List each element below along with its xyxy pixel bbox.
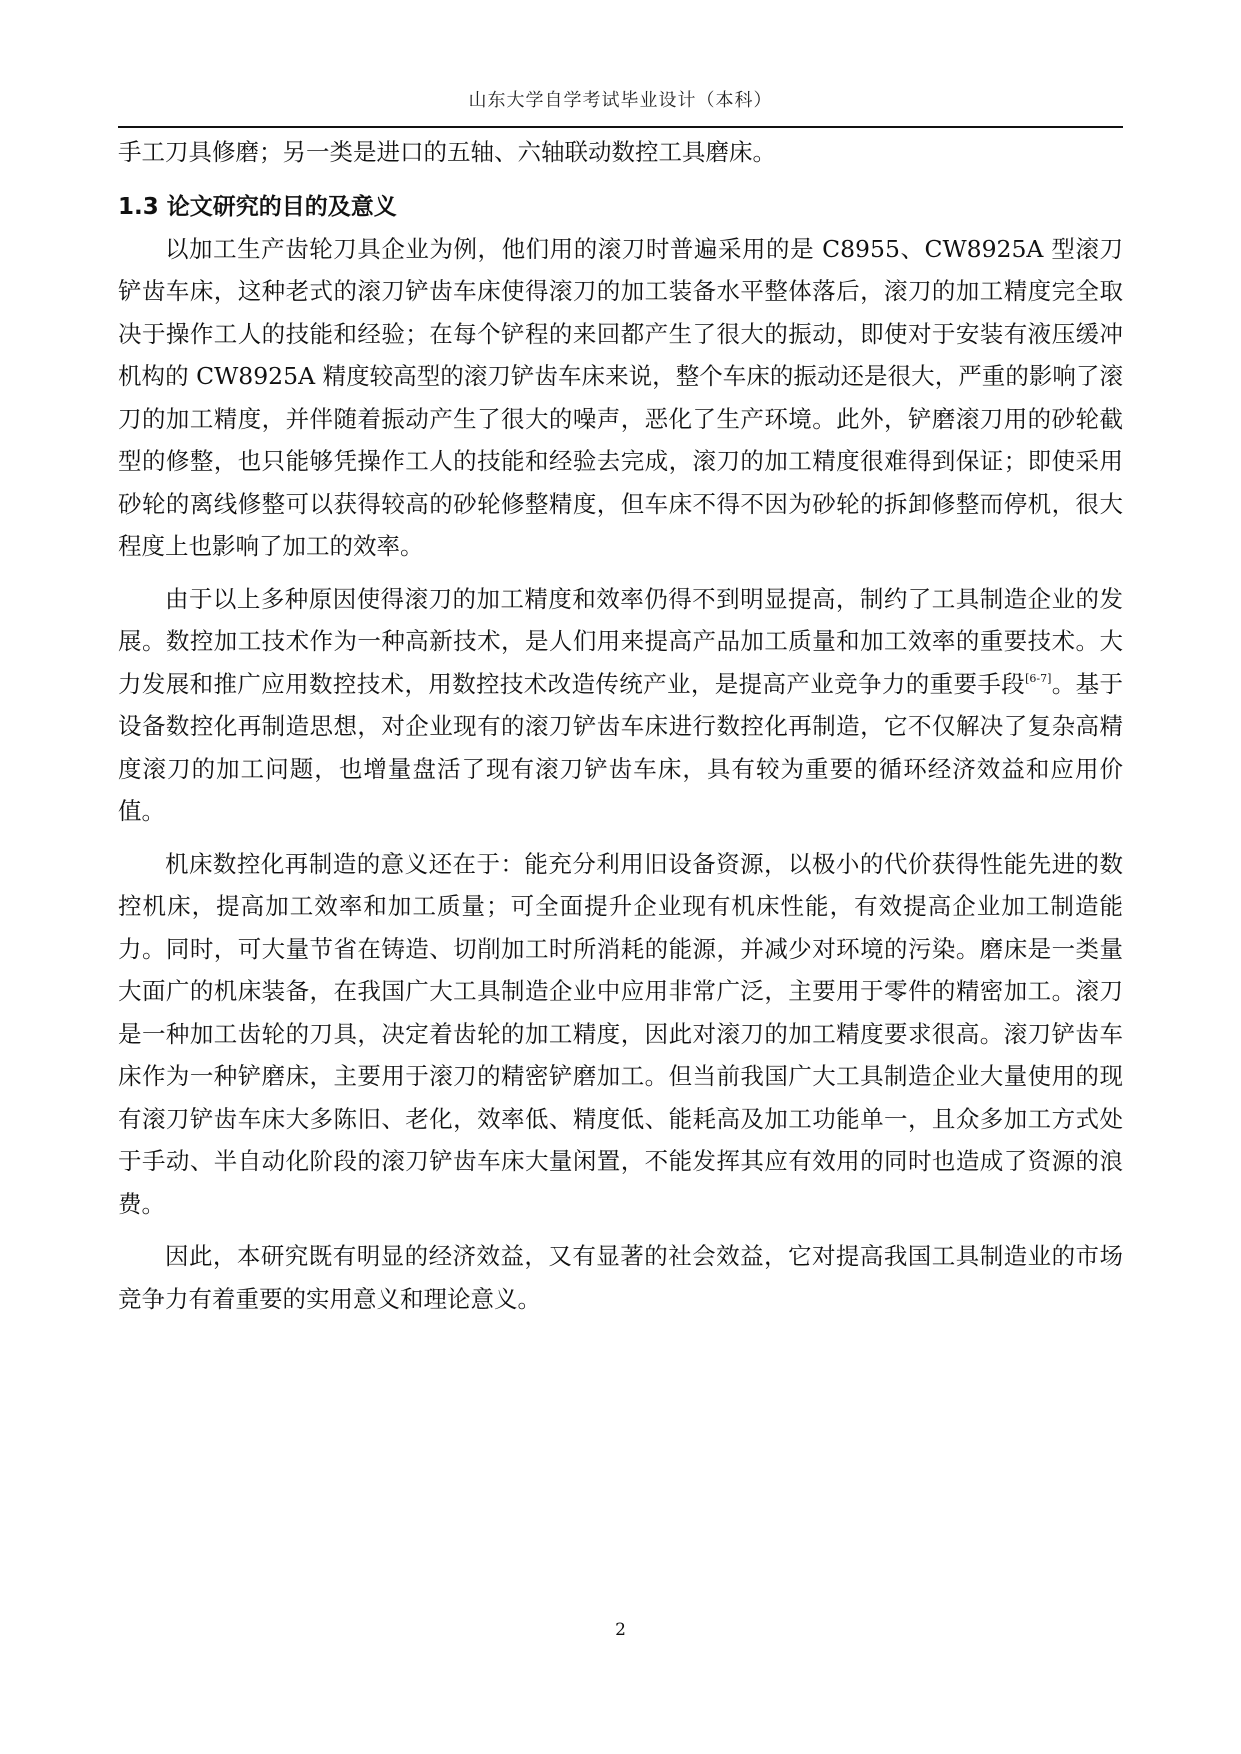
section-heading: 1.3 论文研究的目的及意义 — [118, 193, 397, 220]
paragraph-2-text-after: 。基于设备数控化再制造思想，对企业现有的滚刀铲齿车床进行数控化再制造，它不仅解决了复杂高精度滚刀的加工问题，也增量盘活了现有滚刀铲齿车床，具有较为重要的循环经济效益和应用价值。 — [118, 669, 1124, 825]
header-divider — [118, 126, 1123, 128]
paragraph-2 — [118, 578, 1123, 833]
running-header: 山东大学自学考试毕业设计（本科） — [468, 90, 773, 111]
citation-6-7: [6-7] — [1025, 671, 1052, 685]
paragraph-4: 因此，本研究既有明显的经济效益，又有显著的社会效益，它对提高我国工具制造业的市场竞争力有着重要的实用意义和理论意义。 — [118, 1242, 1123, 1313]
paragraph-2-text-before: 由于以上多种原因使得滚刀的加工精度和效率仍得不到明显提高，制约了工具制造企业的发展。数控加工技术作为一种高新技术，是人们用来提高产品加工质量和加工效率的重要技术。大力发展和推广应用数控技术，用数控技术改造传统产业，是提高产业竞争力的重要手段 — [118, 584, 1123, 698]
carryover-line: 手工刀具修磨；另一类是进口的五轴、六轴联动数控工具磨床。 — [118, 138, 776, 166]
paragraph-3: 机床数控化再制造的意义还在于：能充分利用旧设备资源，以极小的代价获得性能先进的数控机床，提高加工效率和加工质量；可全面提升企业现有机床性能，有效提高企业加工制造能力。同时，可大量节省在铸造、切削加工时所消耗的能源，并减少对环境的污染。磨床是一类量大面广的机床装备，在我国广大工具制造企业中应用非常广泛，主要用于零件的精密加工。滚刀是一种加工齿轮的刀具，决定着齿轮的加工精度，因此对滚刀的加工精度要求很高。滚刀铲齿车床作为一种铲磨床，主要用于滚刀的精密铲磨加工。但当前我国广大工具制造企业大量使用的现有滚刀铲齿车床大多陈旧、老化，效率低、精度低、能耗高及加工功能单一，且众多加工方式处于手动、半自动化阶段的滚刀铲齿车床大量闲置，不能发挥其应有效用的同时也造成了资源的浪费。 — [118, 849, 1123, 1218]
page-body — [118, 131, 1123, 1330]
paragraph-1: 以加工生产齿轮刀具企业为例，他们用的滚刀时普遍采用的是 C8955、CW8925A 型滚刀铲齿车床，这种老式的滚刀铲齿车床使得滚刀的加工装备水平整体落后，滚刀的加工精度完全取决于操作工人的技能和经验；在每个铲程的来回都产生了很大的振动，即使对于安装有液压缓冲机构的 CW8925A 精度较高型的滚刀铲齿车床来说，整个车床的振动还是很大，严重的影响了滚刀的加工精度，并伴随着振动产生了很大的噪声，恶化了生产环境。此外，铲磨滚刀用的砂轮截型的修整，也只能够凭操作工人的技能和经验去完成，滚刀的加工精度很难得到保证；即使采用砂轮的离线修整可以获得较高的砂轮修整精度，但车床不得不因为砂轮的拆卸修整而停机，很大程度上也影响了加工的效率。 — [118, 234, 1123, 560]
page-number: 2 — [615, 1620, 626, 1640]
